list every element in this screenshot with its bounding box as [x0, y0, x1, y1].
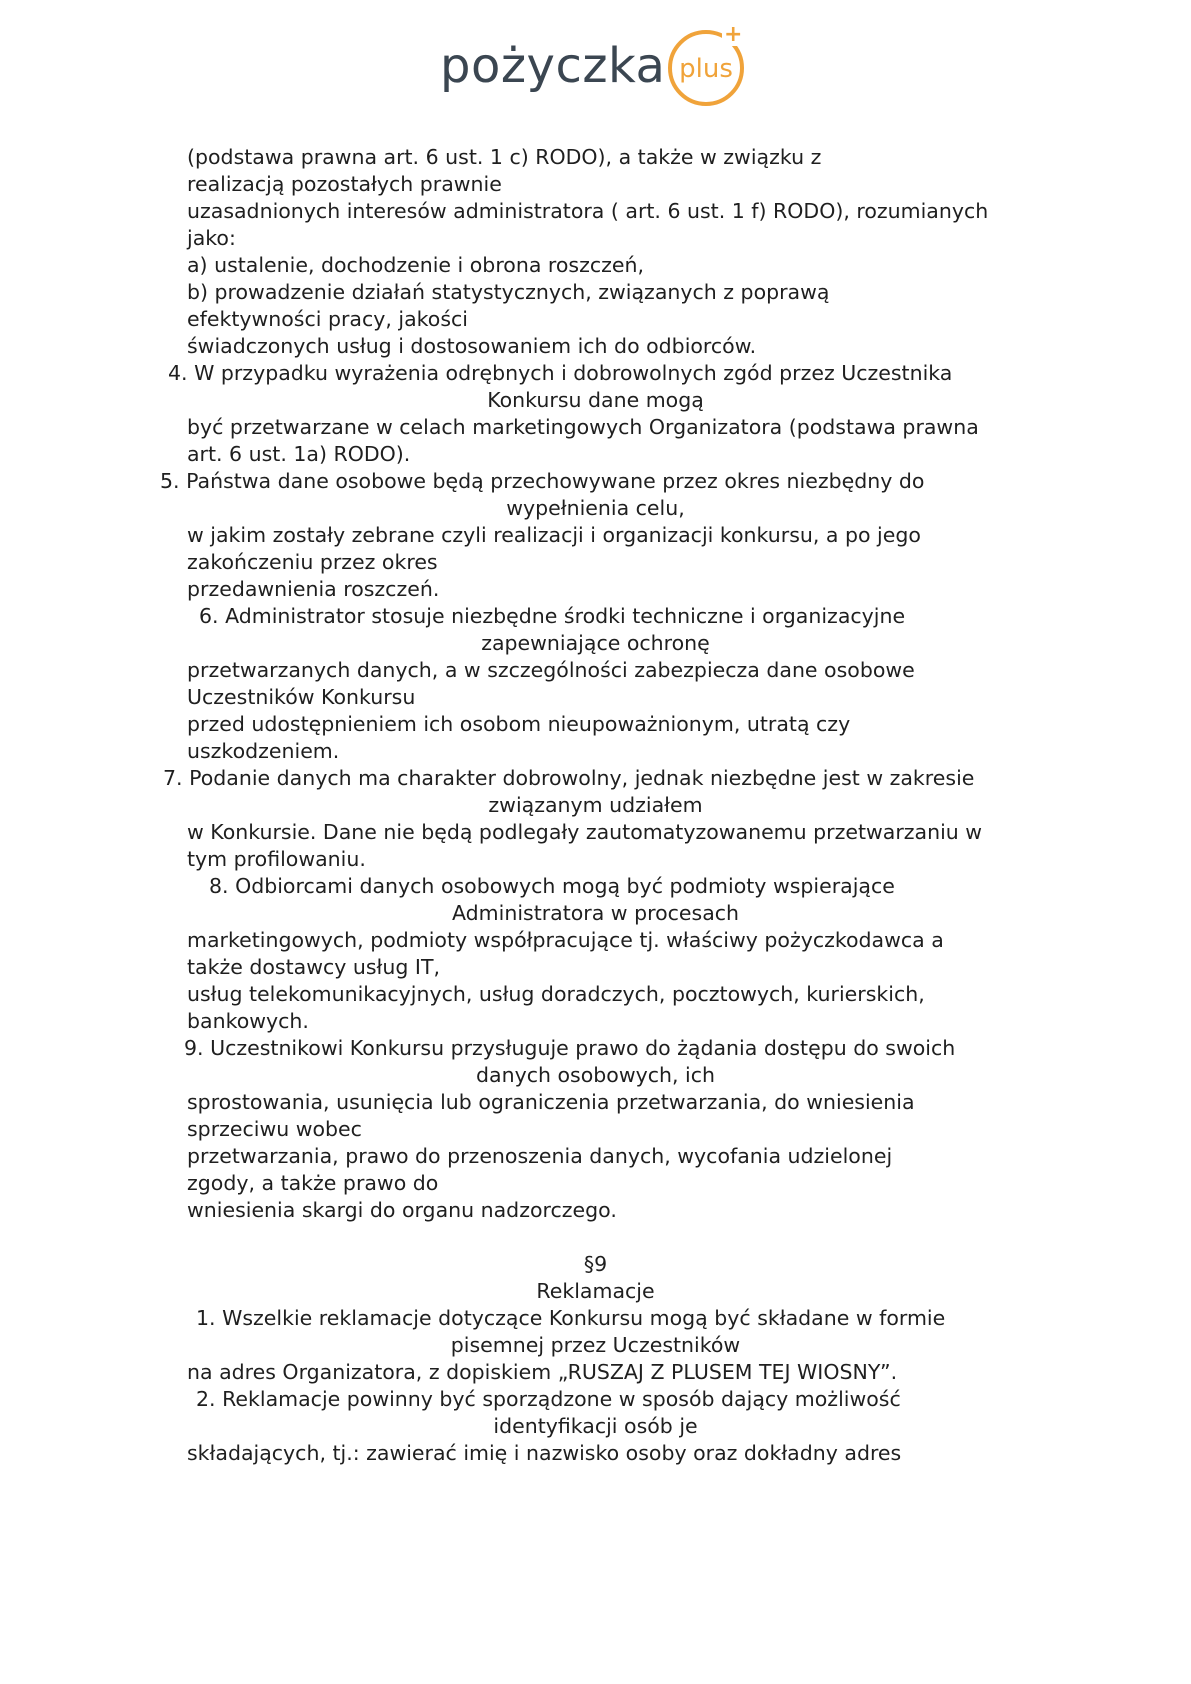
list-item-6: 6. Administrator stosuje niezbędne środki techniczne i organizacyjne	[199, 604, 906, 628]
logo-badge-text: plus	[679, 54, 733, 84]
text-line: a) ustalenie, dochodzenie i obrona roszczeń,	[187, 253, 645, 277]
text-line-centered: pisemnej przez Uczestników	[450, 1333, 741, 1357]
text-line: przed udostępnieniem ich osobom nieupoważnionym, utratą czy	[187, 712, 851, 736]
text-line-centered: wypełnienia celu,	[506, 496, 685, 520]
text-line: uszkodzeniem.	[187, 739, 340, 763]
logo	[440, 24, 760, 118]
text-line: przetwarzanych danych, a w szczególności zabezpiecza dane osobowe	[187, 658, 915, 682]
text-line: marketingowych, podmioty współpracujące tj. właściwy pożyczkodawca a	[187, 928, 944, 952]
text-line: (podstawa prawna art. 6 ust. 1 c) RODO), a także w związku z	[187, 145, 822, 169]
list-item-7: 7. Podanie danych ma charakter dobrowolny, jednak niezbędne jest w zakresie	[163, 766, 975, 790]
text-line: świadczonych usług i dostosowaniem ich do odbiorców.	[187, 334, 757, 358]
text-line: usług telekomunikacyjnych, usług doradczych, pocztowych, kurierskich,	[187, 982, 925, 1006]
text-line: przetwarzania, prawo do przenoszenia danych, wycofania udzielonej	[187, 1144, 893, 1168]
text-line: w Konkursie. Dane nie będą podlegały zautomatyzowanemu przetwarzaniu w	[187, 820, 983, 844]
text-line: na adres Organizatora, z dopiskiem „RUSZAJ Z PLUSEM TEJ WIOSNY”.	[187, 1360, 898, 1384]
text-line: tym profilowaniu.	[187, 847, 366, 871]
text-line: sprostowania, usunięcia lub ograniczenia przetwarzania, do wniesienia	[187, 1090, 915, 1114]
text-line: zakończeniu przez okres	[187, 550, 438, 574]
text-line: b) prowadzenie działań statystycznych, związanych z poprawą	[187, 280, 830, 304]
list-item-9: 9. Uczestnikowi Konkursu przysługuje prawo do żądania dostępu do swoich	[184, 1036, 956, 1060]
text-line-centered: danych osobowych, ich	[476, 1063, 715, 1087]
text-line: sprzeciwu wobec	[187, 1117, 362, 1141]
text-line: przedawnienia roszczeń.	[187, 577, 440, 601]
text-line-centered: identyfikacji osób je	[493, 1414, 698, 1438]
list-item-1: 1. Wszelkie reklamacje dotyczące Konkursu mogą być składane w formie	[196, 1306, 946, 1330]
logo-wordmark: pożyczka	[440, 38, 666, 94]
text-line-centered: Konkursu dane mogą	[487, 388, 704, 412]
text-line: składających, tj.: zawierać imię i nazwisko osoby oraz dokładny adres	[187, 1441, 902, 1465]
list-item-5: 5. Państwa dane osobowe będą przechowywane przez okres niezbędny do	[160, 469, 925, 493]
section-number: §9	[583, 1252, 608, 1276]
text-line: także dostawcy usług IT,	[187, 955, 440, 979]
text-line: art. 6 ust. 1a) RODO).	[187, 442, 411, 466]
list-item-4: 4. W przypadku wyrażenia odrębnych i dobrowolnych zgód przez Uczestnika	[168, 361, 953, 385]
text-line: uzasadnionych interesów administratora ( art. 6 ust. 1 f) RODO), rozumianych	[187, 199, 989, 223]
text-line: w jakim zostały zebrane czyli realizacji i organizacji konkursu, a po jego	[187, 523, 921, 547]
list-item-2: 2. Reklamacje powinny być sporządzone w sposób dający możliwość	[196, 1387, 901, 1411]
list-item-8: 8. Odbiorcami danych osobowych mogą być podmioty wspierające	[209, 874, 895, 898]
text-line-centered: związanym udziałem	[488, 793, 703, 817]
text-line: jako:	[187, 226, 236, 250]
text-line: Uczestników Konkursu	[187, 685, 416, 709]
text-line: wniesienia skargi do organu nadzorczego.	[187, 1198, 617, 1222]
text-line: być przetwarzane w celach marketingowych Organizatora (podstawa prawna	[187, 415, 979, 439]
logo-plus-icon: +	[724, 22, 743, 47]
text-line: efektywności pracy, jakości	[187, 307, 468, 331]
text-line: bankowych.	[187, 1009, 309, 1033]
text-line-centered: zapewniające ochronę	[481, 631, 710, 655]
text-line-centered: Administratora w procesach	[451, 901, 740, 925]
section-title: Reklamacje	[536, 1279, 655, 1303]
text-line: realizacją pozostałych prawnie	[187, 172, 502, 196]
text-line: zgody, a także prawo do	[187, 1171, 439, 1195]
